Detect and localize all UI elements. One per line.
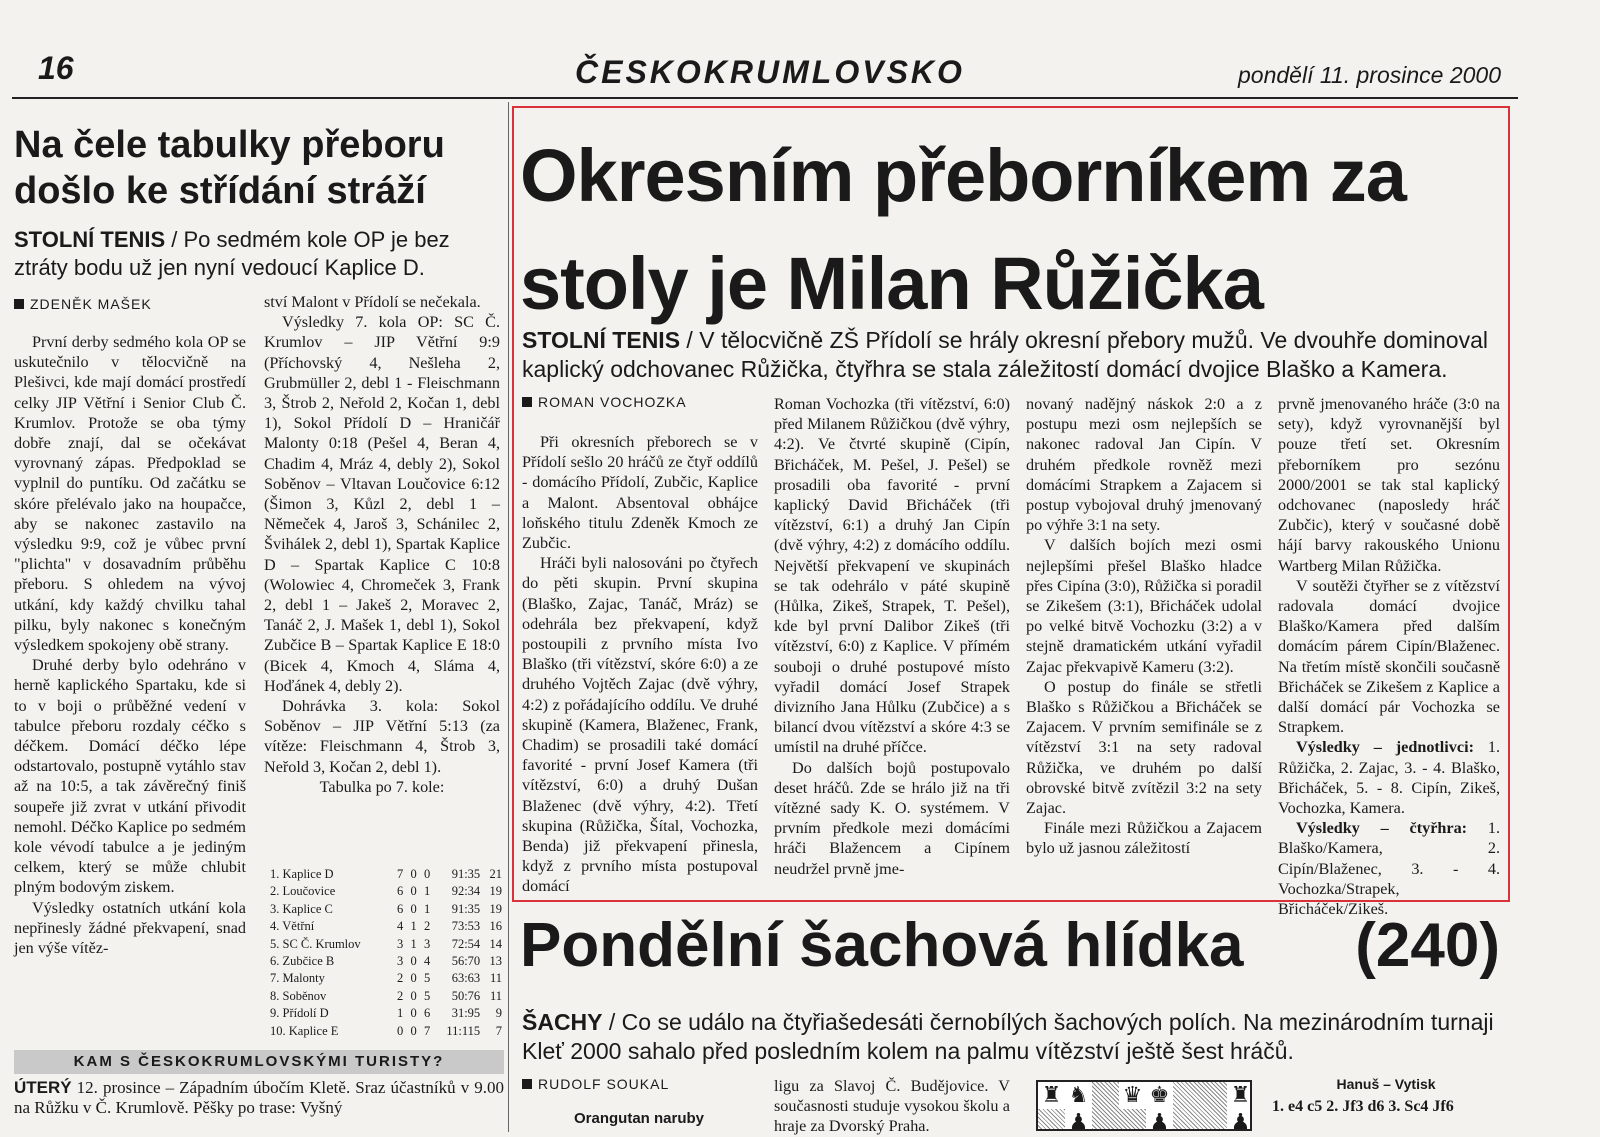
left-article-col2: [264, 292, 500, 797]
standings-body: [270, 866, 502, 1040]
stat-cell: 5: [424, 988, 431, 1003]
paragraph: ligu za Slavoj Č. Budějovice. V současnosti studuje vysokou školu a hraje za Dvorský Praha.: [774, 1077, 1010, 1136]
left-article-deck-text: / Po sedmém kole OP je bez ztráty bodu už jen nyní vedoucí Kaplice D.: [14, 227, 450, 280]
table-row: [270, 936, 502, 953]
chess-article-rubric: ŠACHY: [522, 1009, 603, 1035]
paragraph: V dalších bojích mezi osmi nejlepšími přešel Blaško hladce přes Cipína (3:0), Růžička si poradil se Zikešem (3:1), Břicháček udolal po velké bitvě Vochozku (3:2) a v stejně dramatickém utkání vyřadil Zajac překvapivě Kameru (3:2).: [1026, 536, 1262, 676]
paragraph: Roman Vochozka (tři vítězství, 6:0) před Milanem Růžičkou (dvě výhry, 4:2). Ve čtvrté skupině (Cipín, Břicháček, M. Pešel, J. Pešel) se prosadili oba favorité - první kaplický David Břicháček (tři vítězství, 6:1) a druhý Jan Cipín (dvě výhry, 4:2) z domácího oddílu. Největší překvapení ve skupinách se tak odehrálo v páté skupině (Hůlka, Zikeš, Strapek, T. Pešel), kde byl první Dalibor Zikeš (tři vítězství, 6:0) z Kaplice. V přímém souboji o druhé postupové místo vyřadil domácí Josef Strapek divizního Jana Hůlku (Zubčice) a s bilancí dvou vítězství a skóre 4:3 se umístil na druhé příčce.: [774, 395, 1010, 757]
paragraph: Výsledky ostatních utkání kola nepřinesly žádné překvapení, snad jen výše vítěz-: [14, 898, 246, 958]
chess-article-deck: [522, 1008, 1502, 1066]
left-article-author: ZDENĚK MAŠEK: [30, 296, 152, 312]
stat-cell: 1: [424, 884, 431, 899]
chess-diagram: [1036, 1080, 1252, 1131]
pawn-icon: ♟: [1146, 1109, 1173, 1131]
chess-headline-text: Pondělní šachová hlídka: [520, 911, 1244, 980]
team-name-cell: 4. Větřní: [270, 919, 315, 934]
stat-cell: 9: [495, 1006, 502, 1021]
paragraph: První derby sedmého kola OP se uskutečnilo v tělocvičně na Plešivci, kde mají domácí prostředí celky JIP Větřní i Senior Club Č. Krumlov. Protože se oba týmy dobře znají, dal se očekávat vyrovnaný zápas. Předpoklad se vyplnil do puntíku. Od začátku se skóre přelévalo jako na houpačce, aby se nakonec zastavilo na výsledku 9:9, což je vůbec první "plichta" v dosavadním průběhu přeboru. S ohledem na vývoj utkání, kdy každý chvilku tahal pilku, byly nakonec s konečným výsledkem spokojeny obě strany.: [14, 333, 246, 655]
stat-cell: 0: [410, 954, 417, 969]
stat-cell: 92:34: [451, 884, 481, 899]
table-row: [270, 918, 502, 935]
stat-cell: 11: [489, 988, 502, 1003]
chess-article-col2: [774, 1076, 1010, 1137]
team-name-cell: 7. Malonty: [270, 971, 325, 986]
stat-cell: 11: [489, 971, 502, 986]
column-divider: [508, 102, 509, 1132]
stat-cell: 1: [410, 936, 417, 951]
issue-date: pondělí 11. prosince 2000: [1238, 62, 1501, 88]
stat-cell: 0: [396, 1023, 404, 1038]
stat-cell: 2: [396, 971, 404, 986]
section-title: ČESKOKRUMLOVSKO: [575, 54, 965, 90]
stat-cell: 0: [410, 971, 417, 986]
chess-article-byline: [522, 1076, 669, 1092]
paragraph: O postup do finále se střetli Blaško s Růžičkou a Břicháček se Zajacem. V prvním semifinále se z vítězství 3:1 na sety radoval Růžička, ve druhém po další obrovské bitvě zvítězil 3:2 na sety Zajac.: [1026, 677, 1262, 818]
tourist-text: [14, 1078, 504, 1118]
table-row: [270, 970, 502, 987]
main-article-col2: [774, 394, 1010, 879]
stat-cell: 0: [410, 901, 417, 916]
paragraph: prvně jmenovaného hráče (3:0 na sety), když vyrovnanější byl pouze třetí set. Okresním přeborníkem pro sezónu 2000/2001 se tak stal kaplický odchovanec (naposledy hráč Zubčic), který v současné době hájí barvy rakouského Unionu Wartberg Milan Růžička.: [1278, 395, 1500, 575]
main-article-col1: [522, 432, 758, 897]
page-number: 16: [38, 50, 74, 86]
main-article-headline: Okresním přeborníkem za stoly je Milan Růžička: [520, 134, 1406, 325]
stat-cell: 1: [396, 1006, 404, 1021]
stat-cell: 0: [410, 1023, 417, 1038]
rook-icon: ♜: [1038, 1082, 1065, 1109]
chess-article-deck-text: / Co se událo na čtyřiašedesáti černobílých šachových polích. Na mezinárodním turnaji Kleť 2000 sahalo před posledním kolem na palmu vítězství ještě šest hráčů.: [522, 1009, 1494, 1064]
team-name-cell: 2. Loučovice: [270, 884, 336, 899]
stat-cell: 6: [396, 884, 404, 899]
main-article-col4: [1278, 394, 1500, 919]
main-article-author: ROMAN VOCHOZKA: [538, 394, 687, 410]
standings-title: Tabulka po 7. kole:: [319, 777, 445, 796]
stat-cell: 73:53: [451, 919, 481, 934]
main-article-deck: [522, 326, 1502, 384]
team-name-cell: 10. Kaplice E: [270, 1023, 339, 1038]
table-row: [270, 953, 502, 970]
stat-cell: 11:115: [446, 1023, 481, 1038]
stat-cell: 3: [424, 936, 431, 951]
results-singles: [1278, 737, 1500, 818]
tourist-day: ÚTERÝ: [14, 1078, 72, 1097]
table-row: [270, 883, 502, 900]
stat-cell: 19: [489, 901, 502, 916]
stat-cell: 0: [410, 884, 417, 899]
stat-cell: 2: [396, 988, 404, 1003]
chess-game-title: Hanuš – Vytisk: [1336, 1076, 1436, 1092]
byline-marker-icon: [522, 1079, 532, 1089]
stat-cell: 4: [424, 954, 431, 969]
paragraph: Při okresních přeborech se v Přídolí sešlo 20 hráčů ze čtyř oddílů - domácího Přídolí, Zubčic, Kaplice a Malont. Absentoval obhájce loňského titulu Zdeněk Kmoch ze Zubčic.: [522, 433, 758, 553]
stat-cell: 7: [495, 1023, 502, 1038]
stat-cell: 3: [396, 954, 404, 969]
team-name-cell: 3. Kaplice C: [270, 901, 333, 916]
stat-cell: 72:54: [451, 936, 481, 951]
paragraph: Druhé derby bylo odehráno v herně kaplického Spartaku, kde si to v boji o průběžné vedení v tabulce přeboru rozdaly céčko s déčkem. Domácí déčko lépe odstartovalo, postupně vytáhlo stav až na 10:5, a tak závěrečný finiš soupeře již zvrat v utkání přivodit nemohl. Déčko Kaplice po sedmém kole vévodí tabulce a je jediným celkem, který se může chlubit plným bodovým ziskem.: [14, 656, 246, 897]
pawn-icon: ♟: [1065, 1109, 1092, 1131]
results-doubles-text: 1. Blaško/Kamera, 2. Cipín/Blaženec, 3. - 4. Vochozka/Strapek, Břicháček/Zikeš.: [1278, 819, 1501, 919]
left-article-byline: [14, 296, 152, 312]
stat-cell: 91:35: [451, 867, 481, 881]
table-row: [270, 1005, 502, 1022]
stat-cell: 14: [489, 936, 502, 951]
team-name-cell: 5. SC Č. Krumlov: [270, 936, 361, 951]
paragraph: novaný nadějný náskok 2:0 a z postupu mezi osm nejlepších se nakonec radoval Jan Cipín. V druhém předkole rovněž mezi domácími Strapkem a Zajacem si postup vybojoval druhý jmenovaný po výhře 3:1 na sety.: [1026, 395, 1262, 535]
stat-cell: 4: [396, 919, 404, 934]
paragraph: ství Malont v Přídolí se nečekala.: [264, 293, 481, 311]
paragraph: Dohrávka 3. kola: Sokol Soběnov – JIP Větřní 5:13 (za vítěze: Fleischmann 4, Štrob 3, Neřold 3, Kočan 2, debl 1).: [264, 697, 500, 776]
main-article-byline: [522, 394, 687, 410]
pawn-icon: ♟: [1227, 1109, 1252, 1131]
table-row: [270, 866, 502, 883]
stat-cell: 50:76: [451, 988, 481, 1003]
results-paragraph: Výsledky 7. kola OP: SC Č. Krumlov – JIP Větřní 9:9 (Příchovský 4, Nešleha 2, Grubmüller 2, debl 1 - Fleischmann 3, Štrob 2, Neřold 2, Kočan 1, debl 1), Sokol Přídolí D – Hraničář Malonty 0:18 (Pešel 4, Beran 4, Chadim 4, Mráz 4, debly 2), Sokol Soběnov – Vltavan Loučovice 6:12 (Šimon 3, Kůzl 2, debl 1 – Němeček 4, Jaroš 3, Schánilec 2, Švihálek 2, debl 1), Spartak Kaplice D – Spartak Kaplice C 10:8 (Wolowiec 4, Chromeček 3, Frank 2, debl 1 – Jakeš 2, Moravec 2, Tanáč 2, J. Mašek 1, debl 1), Sokol Zubčice B – Spartak Kaplice E 18:0 (Bicek 4, Kmoch 4, Sláma 4, Hoďánek 4, debly 2).: [264, 313, 500, 695]
tourist-body: 12. prosince – Západním úbočím Kletě. Sraz účastníků v 9.00 na Růžku v Č. Krumlově. Pěšky po trase: Vyšný: [14, 1078, 504, 1117]
byline-marker-icon: [522, 397, 532, 407]
left-article-col1: [14, 332, 246, 958]
chess-column-number: (240): [1355, 911, 1500, 980]
stat-cell: 63:63: [451, 971, 481, 986]
queen-icon: ♛: [1119, 1082, 1146, 1109]
results-singles-label: Výsledky – jednotlivci:: [1296, 738, 1474, 757]
left-article-rubric: STOLNÍ TENIS: [14, 227, 166, 252]
stat-cell: 6: [424, 1006, 431, 1021]
left-article-deck: [14, 226, 484, 282]
stat-cell: 19: [489, 884, 502, 899]
rook-icon: ♜: [1227, 1082, 1252, 1109]
byline-marker-icon: [14, 299, 24, 309]
paragraph: Hráči byli nalosováni po čtyřech do pěti skupin. První skupina (Blaško, Zajac, Tanáč, Mráz) se odehrála bez překvapení, když postoupili z prvního místa Ivo Blaško (tři vítězství, skóre 6:0) a ze druhého Vojtěch Zajac (dvě výhry, 4:2) z pořádajícího oddílu. Ve druhé skupině (Kamera, Blaženec, Frank, Chadim) se prosadili také domácí favorité - první Josef Kamera (tři vítězství, 6:0) a druhý Dušan Blaženec (dvě výhry, 4:2). Třetí skupina (Růžička, Šítal, Vochozka, Benda) již překvapení přinesla, když z prvního místa postupoval domácí: [522, 554, 758, 896]
results-doubles: [1278, 818, 1500, 919]
main-article-col3: [1026, 394, 1262, 859]
stat-cell: 7: [396, 867, 404, 881]
stat-cell: 5: [424, 971, 431, 986]
stat-cell: 0: [410, 1006, 417, 1021]
table-row: [270, 988, 502, 1005]
stat-cell: 1: [410, 919, 417, 934]
main-article-deck-text: / V tělocvičně ZŠ Přídolí se hrály okresní přebory mužů. Ve dvouhře dominoval kaplický odchovanec Růžička, čtyřhra se stala záležitostí domácí dvojice Blaško a Kamera.: [522, 327, 1488, 382]
stat-cell: 0: [424, 867, 431, 881]
standings-table: [270, 866, 502, 1040]
paragraph: V soutěži čtyřher se z vítězství radovala domácí dvojice Blaško/Kamera před dalším domácím párem Cipín/Blaženec. Na třetím místě skončili současně Břicháček se Zikešem z Kaplice a další domácí pár Vochozka se Strapkem.: [1278, 576, 1500, 737]
stat-cell: 56:70: [451, 954, 481, 969]
stat-cell: 3: [396, 936, 404, 951]
team-name-cell: 6. Zubčice B: [270, 954, 335, 969]
team-name-cell: 1. Kaplice D: [270, 867, 334, 881]
left-article-headline: Na čele tabulky přeboru došlo ke střídání stráží: [14, 124, 445, 212]
chess-article-headline: [520, 910, 1510, 982]
stat-cell: 0: [410, 988, 417, 1003]
chess-article-author: RUDOLF SOUKAL: [538, 1076, 670, 1092]
team-name-cell: 8. Soběnov: [270, 988, 327, 1003]
stat-cell: 16: [489, 919, 502, 934]
knight-icon: ♞: [1065, 1082, 1092, 1109]
stat-cell: 0: [410, 867, 417, 881]
table-row: [270, 901, 502, 918]
stat-cell: 1: [424, 901, 431, 916]
paragraph: Do dalších bojů postupovalo deset hráčů. Zde se hrálo již na tři vítězné sady K. O. systémem. V prvním předkole mezi domácími hráči Blažencem a Cipínem neudržel prvně jme-: [774, 758, 1010, 878]
results-singles-text: 1. Růžička, 2. Zajac, 3. - 4. Blaško, Břicháček, 5. - 8. Cipín, Zikeš, Vochozka, Kamera.: [1278, 738, 1500, 818]
table-row: [270, 1023, 502, 1040]
team-name-cell: 9. Přídolí D: [270, 1006, 329, 1021]
stat-cell: 21: [489, 867, 502, 881]
masthead-rule: [12, 97, 1518, 99]
stat-cell: 31:95: [451, 1006, 481, 1021]
stat-cell: 2: [424, 919, 431, 934]
paragraph: Finále mezi Růžičkou a Zajacem bylo už jasnou záležitostí: [1026, 819, 1262, 858]
chess-subhead: Orangutan naruby: [574, 1110, 705, 1127]
main-article-rubric: STOLNÍ TENIS: [522, 327, 681, 353]
stat-cell: 91:35: [451, 901, 481, 916]
stat-cell: 7: [424, 1023, 431, 1038]
stat-cell: 13: [489, 954, 502, 969]
results-doubles-label: Výsledky – čtyřhra:: [1296, 819, 1468, 838]
chess-game-moves: 1. e4 c5 2. Jf3 d6 3. Sc4 Jf6: [1272, 1098, 1454, 1115]
stat-cell: 6: [396, 901, 404, 916]
tourist-banner: KAM S ČESKOKRUMLOVSKÝMI TURISTY?: [14, 1050, 504, 1074]
king-icon: ♚: [1146, 1082, 1173, 1109]
